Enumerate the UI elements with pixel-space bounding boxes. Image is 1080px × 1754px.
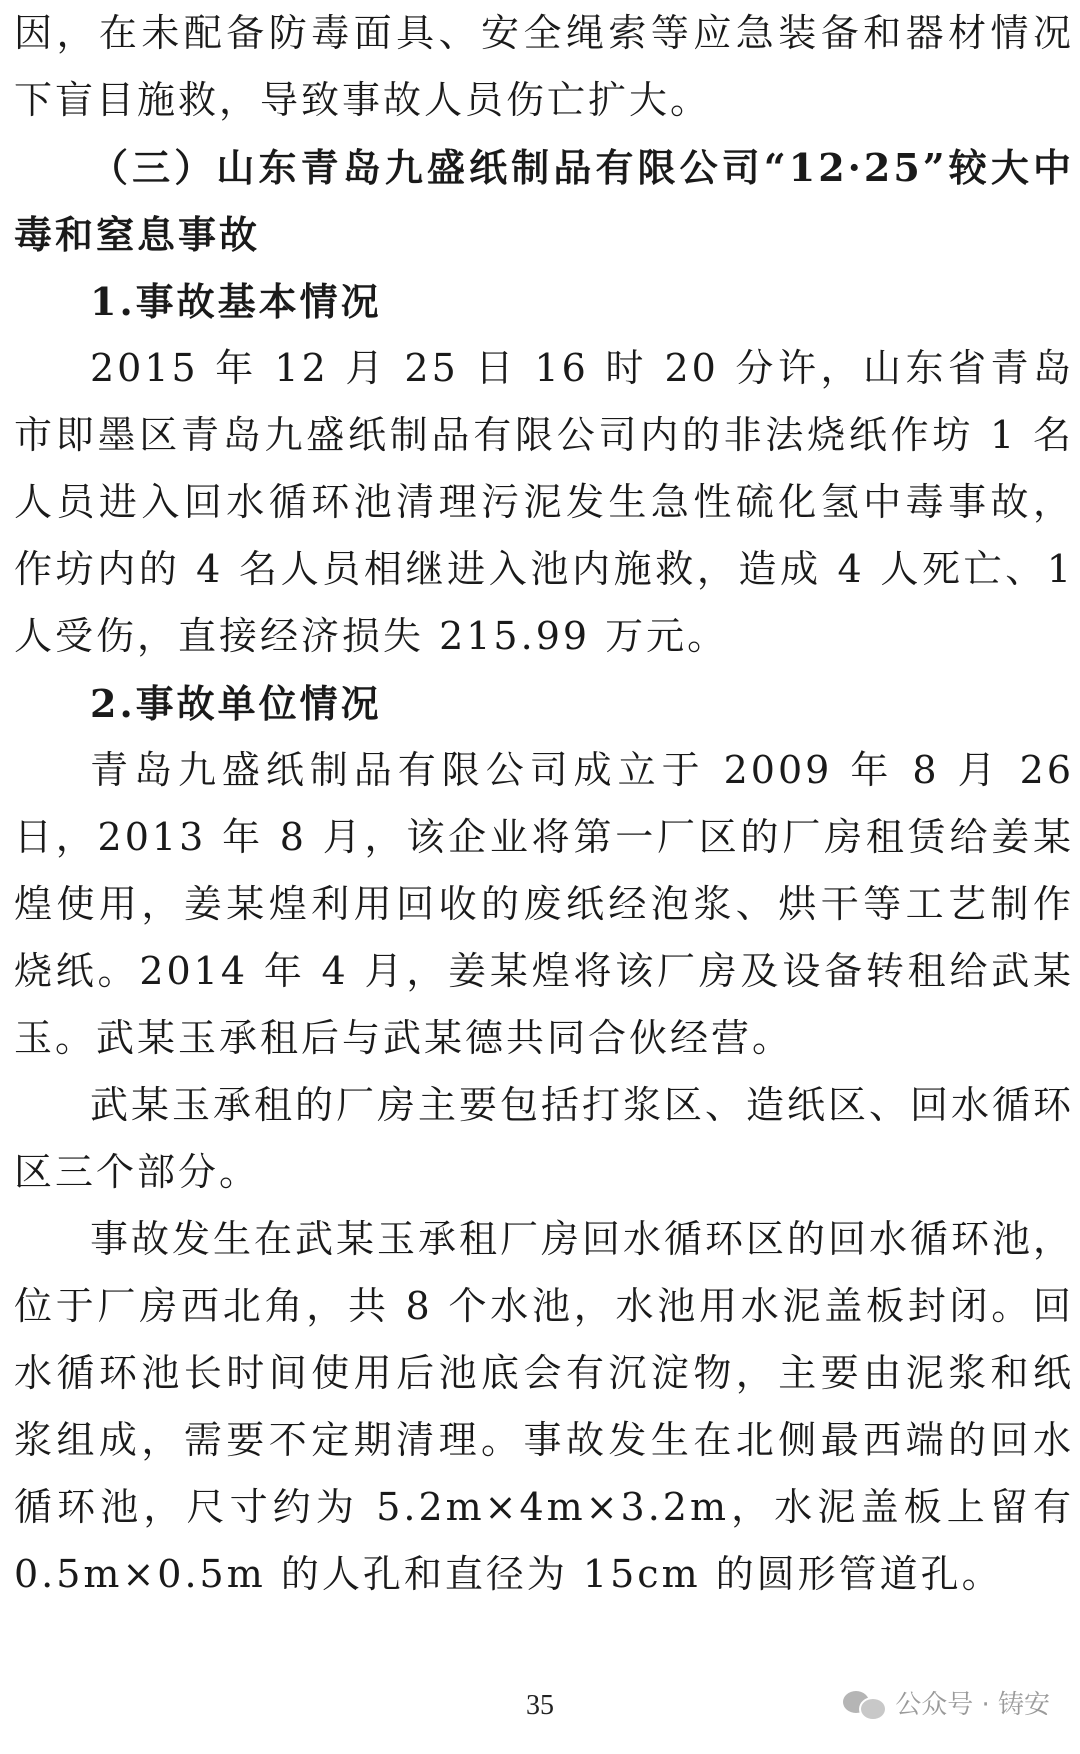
document-page (14, 0, 1074, 1608)
page-number: 35 (526, 1690, 554, 1721)
watermark-label: 公众号 · 铸安 (895, 1690, 1050, 1720)
wechat-icon (843, 1687, 885, 1719)
subheading-basic-info: 1.事故基本情况 (90, 279, 382, 324)
paragraph-company-history: 青岛九盛纸制品有限公司成立于 2009 年 8 月 26 日，2013 年 8 月，该企业将第一厂区的厂房租赁给姜某煌使用，姜某煌利用回收的废纸经泡浆、烘干等工艺制作烧纸。2014 年 4 月，姜某煌将该厂房及设备转租给武某玉。武某玉承租后与武某德共同合伙经营。 (14, 748, 1074, 1060)
section-heading: （三）山东青岛九盛纸制品有限公司“12·25”较大中毒和窒息事故 (14, 145, 1074, 257)
paragraph-factory-areas: 武某玉承租的厂房主要包括打浆区、造纸区、回水循环区三个部分。 (14, 1083, 1075, 1194)
paragraph-continuation: 因，在未配备防毒面具、安全绳索等应急装备和器材情况下盲目施救，导致事故人员伤亡扩大。 (14, 11, 1074, 122)
paragraph-accident-summary: 2015 年 12 月 25 日 16 时 20 分许，山东省青岛市即墨区青岛九盛纸制品有限公司内的非法烧纸作坊 1 名人员进入回水循环池清理污泥发生急性硫化氢中毒事故，作坊内的 4 名人员相继进入池内施救，造成 4 人死亡、1 人受伤，直接经济损失 215.99 万元。 (14, 346, 1074, 658)
subheading-unit-info: 2.事故单位情况 (90, 681, 382, 726)
watermark (843, 1684, 1050, 1721)
paragraph-pool-details: 事故发生在武某玉承租厂房回水循环区的回水循环池，位于厂房西北角，共 8 个水池，水池用水泥盖板封闭。回水循环池长时间使用后池底会有沉淀物，主要由泥浆和纸浆组成，需要不定期清理。事故发生在北侧最西端的回水循环池，尺寸约为 5.2m×4m×3.2m，水泥盖板上留有 0.5m×0.5m 的人孔和直径为 15cm 的圆形管道孔。 (14, 1217, 1075, 1596)
